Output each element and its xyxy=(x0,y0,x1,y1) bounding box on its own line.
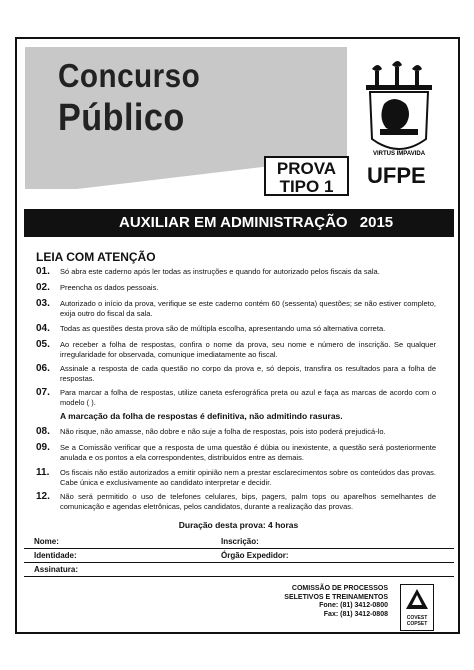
instruction-item: 08. Não risque, não amasse, não dobre e não suje a folha de respostas, pois isto poderá prejudicá-lo. xyxy=(36,426,386,437)
assinatura-label: Assinatura: xyxy=(34,565,79,574)
instruction-item: 02. Preencha os dados pessoais. xyxy=(36,282,159,293)
cargo-name: AUXILIAR EM ADMINISTRAÇÃO xyxy=(119,214,348,231)
orgao-label: Órgão Expedidor: xyxy=(221,551,289,560)
instruction-item: 04. Todas as questões desta prova são de múltipla escolha, apresentando uma só alternativa correta. xyxy=(36,323,386,334)
exam-cover xyxy=(15,37,460,634)
title-line2: Público xyxy=(58,97,185,139)
footer-line1: COMISSÃO DE PROCESSOS xyxy=(291,585,388,592)
prova-tipo-box xyxy=(264,156,349,196)
footer-line2: SELETIVOS E TREINAMENTOS xyxy=(284,593,388,601)
svg-text:VIRTUS IMPAVIDA: VIRTUS IMPAVIDA xyxy=(372,151,426,157)
tipo-label: TIPO 1 xyxy=(279,177,334,196)
bold-note: A marcação da folha de respostas é definitiva, não admitindo rasuras. xyxy=(60,411,343,421)
instruction-item: 12. Não será permitido o uso de telefones celulares, bips, pagers, palm tops ou aparelhos semelhantes de comunicação e agendas eletrônicas, pelos candidatos, durante a realização das provas. xyxy=(36,491,436,511)
instruction-item: 06. Assinale a resposta de cada questão no corpo da prova e, só depois, transfira os resultados para a folha de respostas. xyxy=(36,363,436,383)
form-row-identidade xyxy=(24,548,454,563)
inscricao-label: Inscrição: xyxy=(221,537,259,546)
covest-logo-icon: COVEST COPSET xyxy=(400,584,434,631)
footer-info xyxy=(284,585,388,619)
header xyxy=(17,39,460,196)
title-line1: Concurso xyxy=(58,57,201,94)
instruction-item: 01. Só abra este caderno após ler todas as instruções e quando for autorizado pelos fiscais da sala. xyxy=(36,266,380,277)
ufpe-label: UFPE xyxy=(367,163,426,188)
cargo-bar xyxy=(24,209,454,237)
instruction-item: 09. Se a Comissão verificar que a resposta de uma questão é dúbia ou inexistente, a questão será posteriormente anulada e os pontos a ela correspondentes, distribuídos entre as demais. xyxy=(36,442,436,462)
footer-phone: Fone: (81) 3412-0800 xyxy=(319,602,388,609)
instruction-item: 03. Autorizado o início da prova, verifique se este caderno contém 60 (sessenta) questões; se não estiver completo, exija outro do fiscal da sala. xyxy=(36,298,436,318)
instruction-item: 05. Ao receber a folha de respostas, confira o nome da prova, seu nome e número de inscrição. Se qualquer irregularidade for observada, comunique imediatamente ao fiscal. xyxy=(36,339,436,359)
prova-label: PROVA xyxy=(276,159,337,178)
name-label: Nome: xyxy=(34,537,59,546)
footer-fax: Fax: (81) 3412-0808 xyxy=(323,610,388,618)
cargo-year: 2015 xyxy=(359,214,394,231)
identidade-label: Identidade: xyxy=(34,551,77,560)
instruction-item: 11. Os fiscais não estão autorizados a emitir opinião nem a prestar esclarecimentos sobre os conteúdos das provas. Cabe única e exclusivamente ao candidato interpretar e decidir. xyxy=(36,467,436,487)
form-row-name xyxy=(24,534,454,549)
instructions-title: LEIA COM ATENÇÃO xyxy=(36,250,156,264)
instruction-item: 07. Para marcar a folha de respostas, utilize caneta esferográfica preta ou azul e faça as marcas de acordo com o modelo ( ). xyxy=(36,387,436,407)
form-row-assinatura xyxy=(24,562,454,577)
ufpe-crest-icon xyxy=(362,59,442,179)
duration: Duração desta prova: 4 horas xyxy=(178,520,299,530)
